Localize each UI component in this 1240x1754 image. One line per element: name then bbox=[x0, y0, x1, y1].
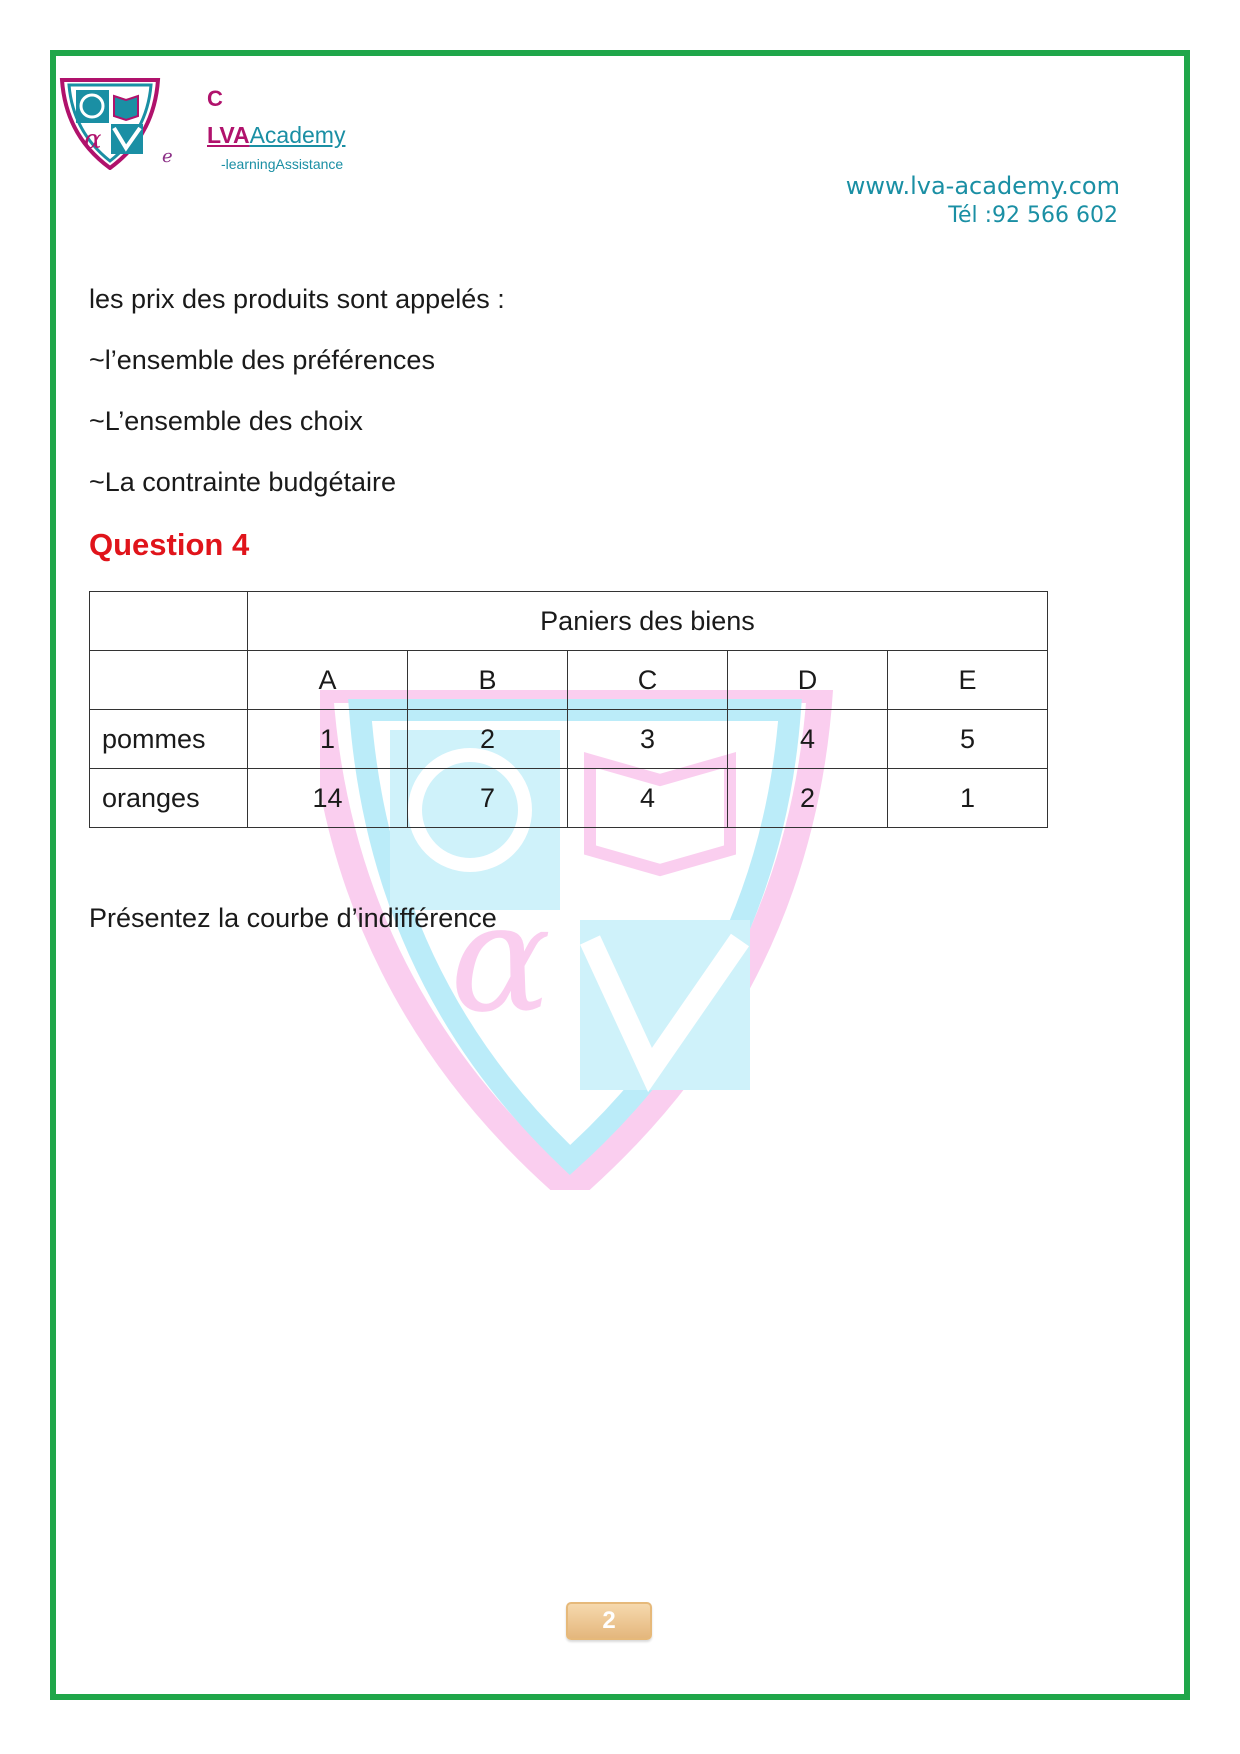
column-header: E bbox=[888, 651, 1048, 710]
brand-academy: Academy bbox=[249, 122, 346, 148]
brand-name bbox=[207, 122, 345, 149]
row-label: oranges bbox=[90, 769, 248, 828]
column-header: A bbox=[248, 651, 408, 710]
table-group-header: Paniers des biens bbox=[248, 592, 1048, 651]
table-cell: 5 bbox=[888, 710, 1048, 769]
svg-text:α: α bbox=[450, 872, 552, 1046]
table-cell: 4 bbox=[568, 769, 728, 828]
logo-mark: e bbox=[162, 146, 173, 167]
brand-lva: LVA bbox=[207, 122, 250, 148]
column-header: B bbox=[408, 651, 568, 710]
table-cell: 14 bbox=[248, 769, 408, 828]
table-row bbox=[90, 710, 1048, 769]
brand-tagline: -learningAssistance bbox=[221, 156, 344, 172]
page-number-badge: 2 bbox=[566, 1602, 652, 1640]
goods-table bbox=[89, 591, 1048, 828]
column-header: D bbox=[728, 651, 888, 710]
table-cell: 2 bbox=[408, 710, 568, 769]
svg-text:α: α bbox=[84, 125, 102, 155]
table-row bbox=[90, 651, 1048, 710]
table-empty-cell bbox=[90, 651, 248, 710]
lva-shield-logo bbox=[58, 78, 166, 170]
website-link[interactable]: www.lva-academy.com bbox=[845, 172, 1120, 200]
table-cell: 4 bbox=[728, 710, 888, 769]
table-cell: 1 bbox=[248, 710, 408, 769]
table-row bbox=[90, 769, 1048, 828]
table-corner-cell bbox=[90, 592, 248, 651]
row-label: pommes bbox=[90, 710, 248, 769]
table-row bbox=[90, 592, 1048, 651]
intro-text: les prix des produits sont appelés : bbox=[89, 284, 505, 314]
table-cell: 2 bbox=[728, 769, 888, 828]
brand-letter: C bbox=[207, 86, 223, 111]
phone-number: Tél :92 566 602 bbox=[948, 203, 1118, 228]
option-choices: ~L’ensemble des choix bbox=[89, 406, 363, 436]
table-cell: 1 bbox=[888, 769, 1048, 828]
instruction-text: Présentez la courbe d’indifférence bbox=[89, 903, 497, 933]
table-cell: 7 bbox=[408, 769, 568, 828]
question-title: Question 4 bbox=[89, 527, 250, 562]
option-preferences: ~l’ensemble des préférences bbox=[89, 345, 435, 375]
table-cell: 3 bbox=[568, 710, 728, 769]
option-budget-constraint: ~La contrainte budgétaire bbox=[89, 467, 396, 497]
column-header: C bbox=[568, 651, 728, 710]
